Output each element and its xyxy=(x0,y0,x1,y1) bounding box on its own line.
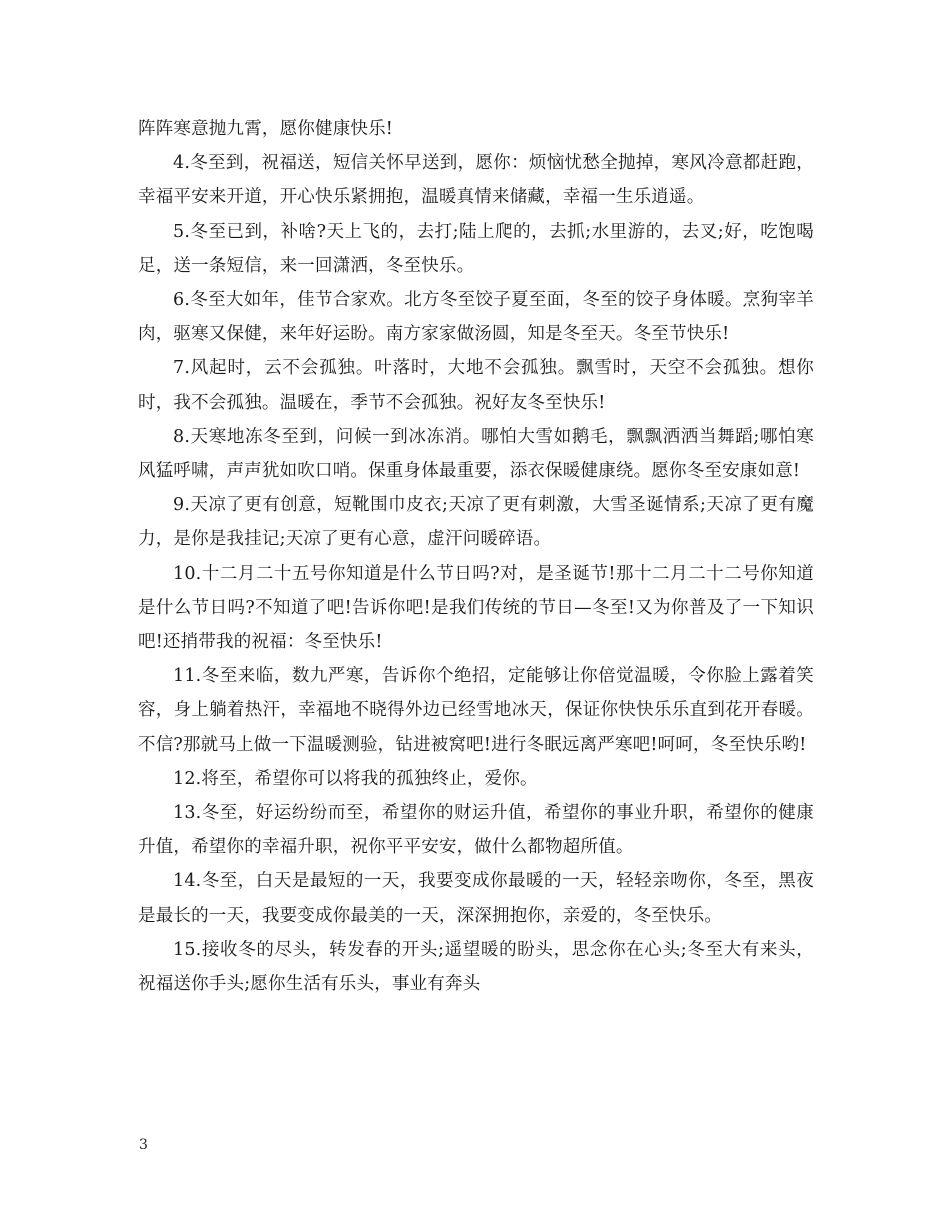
paragraph-item-5: 5.冬至已到，补啥?天上飞的，去打;陆上爬的，去抓;水里游的，去叉;好，吃饱喝足，送一条短信，来一回潇洒，冬至快乐。 xyxy=(138,221,814,276)
paragraph-continuation: 阵阵寒意抛九霄，愿你健康快乐! xyxy=(138,119,394,139)
paragraph-item-14: 14.冬至，白天是最短的一天，我要变成你最暖的一天，轻轻亲吻你，冬至，黑夜是最长的一天，我要变成你最美的一天，深深拥抱你，亲爱的，冬至快乐。 xyxy=(138,871,814,926)
paragraph-item-12: 12.将至，希望你可以将我的孤独终止，爱你。 xyxy=(173,768,538,789)
document-body xyxy=(138,112,814,1001)
paragraph-item-6: 6.冬至大如年，佳节合家欢。北方冬至饺子夏至面，冬至的饺子身体暖。烹狗宰羊肉，驱寒又保健，来年好运盼。南方家家做汤圆，知是冬至天。冬至节快乐! xyxy=(138,290,814,345)
paragraph-item-4: 4.冬至到，祝福送，短信关怀早送到，愿你：烦恼忧愁全抛掉，寒风冷意都赶跑，幸福平安来开道，开心快乐紧拥抱，温暖真情来储藏，幸福一生乐逍遥。 xyxy=(138,153,814,208)
paragraph-item-13: 13.冬至，好运纷纷而至，希望你的财运升值，希望你的事业升职，希望你的健康升值，希望你的幸福升职，祝你平平安安，做什么都物超所值。 xyxy=(138,803,814,858)
paragraph-item-10: 10.十二月二十五号你知道是什么节日吗?对，是圣诞节!那十二月二十二号你知道是什么节日吗?不知道了吧!告诉你吧!是我们传统的节日—冬至!又为你普及了一下知识吧!还捎带我的祝福：冬至快乐! xyxy=(138,563,814,653)
paragraph-item-7: 7.风起时，云不会孤独。叶落时，大地不会孤独。飘雪时，天空不会孤独。想你时，我不会孤独。温暖在，季节不会孤独。祝好友冬至快乐! xyxy=(138,358,814,413)
paragraph-item-15: 15.接收冬的尽头，转发春的开头;遥望暖的盼头，思念你在心头;冬至大有来头，祝福送你手头;愿你生活有乐头，事业有奔头 xyxy=(138,939,814,995)
paragraph-item-8: 8.天寒地冻冬至到，问候一到冰冻消。哪怕大雪如鹅毛，飘飘洒洒当舞蹈;哪怕寒风猛呼啸，声声犹如吹口哨。保重身体最重要，添衣保暖健康绕。愿你冬至安康如意! xyxy=(138,426,814,482)
paragraph-item-9: 9.天凉了更有创意，短靴围巾皮衣;天凉了更有刺激，大雪圣诞情系;天凉了更有魔力，是你是我挂记;天凉了更有心意，虚汗问暖碎语。 xyxy=(138,495,814,550)
page-number: 3 xyxy=(139,1137,148,1153)
paragraph-item-11: 11.冬至来临，数九严寒，告诉你个绝招，定能够让你倍觉温暖，令你脸上露着笑容，身上躺着热汗，幸福地不晓得外边已经雪地冰天，保证你快快乐乐直到花开春暖。不信?那就马上做一下温暖测验，钻进被窝吧!进行冬眠远离严寒吧!呵呵，冬至快乐哟! xyxy=(138,666,814,755)
